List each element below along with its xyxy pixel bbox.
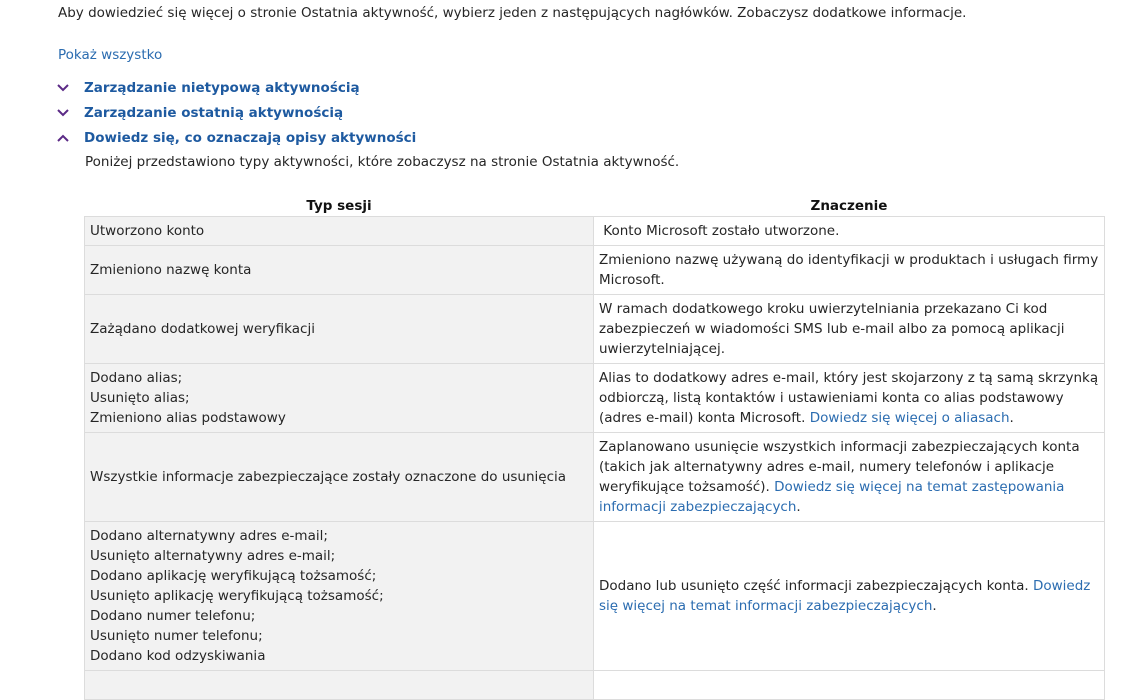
session-type-line: Wszystkie informacje zabezpieczające zostały oznaczone do usunięcia bbox=[90, 469, 567, 485]
table-row bbox=[85, 522, 1105, 671]
session-type-line: Dodano numer telefonu; bbox=[90, 608, 256, 624]
meaning-text: Alias to dodatkowy adres e-mail, który jest skojarzony z tą samą skrzynką odbiorczą, listą kontaktów i ustawieniami konta co alias podstawowy (adres e-mail) konta Microsoft. bbox=[599, 370, 1099, 426]
session-type-cell bbox=[85, 246, 594, 295]
session-type-line: Usunięto numer telefonu; bbox=[90, 628, 263, 644]
session-type-line: Zmieniono nazwę konta bbox=[90, 262, 252, 278]
table-header-row bbox=[85, 196, 1105, 217]
chevron-up-icon bbox=[56, 133, 84, 143]
table-row bbox=[85, 364, 1105, 433]
header-session-type: Typ sesji bbox=[306, 198, 372, 214]
table-row bbox=[85, 217, 1105, 246]
meaning-text: W ramach dodatkowego kroku uwierzytelniania przekazano Ci kod zabezpieczeń w wiadomości SMS lub e-mail albo za pomocą aplikacji uwierzytelniającej. bbox=[599, 301, 1065, 357]
session-type-cell bbox=[85, 295, 594, 364]
session-type-line: Utworzono konto bbox=[90, 223, 205, 239]
security-info-learn-more-link[interactable]: Dowiedz się więcej na temat informacji zabezpieczających bbox=[599, 578, 1091, 614]
accordion-label: Zarządzanie nietypową aktywnością bbox=[84, 80, 360, 96]
meaning-text: Zaplanowano usunięcie wszystkich informacji zabezpieczających konta (takich jak alternatywny adres e-mail, numery telefonów i aplikacje weryfikujące tożsamość). bbox=[599, 439, 1080, 495]
session-type-line: Usunięto aplikację weryfikującą tożsamość; bbox=[90, 588, 384, 604]
replace-security-info-link[interactable]: Dowiedz się więcej na temat zastępowania informacji zabezpieczających bbox=[599, 479, 1065, 515]
show-all-link[interactable]: Pokaż wszystko bbox=[58, 47, 163, 63]
activity-types-table bbox=[84, 196, 1105, 700]
chevron-down-icon bbox=[56, 83, 84, 93]
meaning-text: Konto Microsoft zostało utworzone. bbox=[599, 223, 840, 239]
session-type-line: Dodano alias; bbox=[90, 370, 183, 386]
table-row bbox=[85, 246, 1105, 295]
session-type-line: Dodano kod odzyskiwania bbox=[90, 648, 266, 664]
session-type-line: Dodano alternatywny adres e-mail; bbox=[90, 528, 328, 544]
chevron-down-icon bbox=[56, 108, 84, 118]
table-row bbox=[85, 295, 1105, 364]
session-type-line: Zmieniono alias podstawowy bbox=[90, 410, 286, 426]
table-row bbox=[85, 433, 1105, 522]
meaning-cell: Zaplanowano usunięcie wszystkich informacji zabezpieczających konta (takich jak alternatywny adres e-mail, numery telefonów i aplikacje weryfikujące tożsamość). Dowiedz się więcej na temat zastępowania informacji zabezpieczających. bbox=[594, 433, 1105, 522]
table-row bbox=[85, 671, 1105, 700]
aliases-learn-more-link[interactable]: Dowiedz się więcej o aliasach bbox=[809, 410, 1010, 426]
meaning-cell bbox=[594, 671, 1105, 700]
meaning-cell: Alias to dodatkowy adres e-mail, który jest skojarzony z tą samą skrzynką odbiorczą, listą kontaktów i ustawieniami konta co alias podstawowy (adres e-mail) konta Microsoft. Dowiedz się więcej o aliasach. bbox=[594, 364, 1105, 433]
accordion-activity-descriptions[interactable] bbox=[56, 128, 416, 148]
accordion-label: Dowiedz się, co oznaczają opisy aktywności bbox=[84, 130, 417, 146]
accordion-recent-activity[interactable] bbox=[56, 103, 343, 123]
accordion-unusual-activity[interactable] bbox=[56, 78, 360, 98]
meaning-cell bbox=[594, 217, 1105, 246]
session-type-cell bbox=[85, 364, 594, 433]
session-type-cell bbox=[85, 522, 594, 671]
meaning-text: Dodano lub usunięto część informacji zabezpieczających konta. bbox=[599, 578, 1033, 594]
session-type-line: Dodano aplikację weryfikującą tożsamość; bbox=[90, 568, 377, 584]
section-description: Poniżej przedstawiono typy aktywności, które zobaczysz na stronie Ostatnia aktywność. bbox=[85, 154, 680, 170]
intro-text: Aby dowiedzieć się więcej o stronie Ostatnia aktywność, wybierz jeden z następujących nagłówków. Zobaczysz dodatkowe informacje. bbox=[58, 5, 967, 21]
accordion-label: Zarządzanie ostatnią aktywnością bbox=[84, 105, 344, 121]
session-type-cell bbox=[85, 217, 594, 246]
session-type-line: Usunięto alias; bbox=[90, 390, 190, 406]
session-type-line: Usunięto alternatywny adres e-mail; bbox=[90, 548, 336, 564]
header-meaning: Znaczenie bbox=[810, 198, 888, 214]
session-type-cell bbox=[85, 671, 594, 700]
session-type-cell bbox=[85, 433, 594, 522]
meaning-text: Zmieniono nazwę używaną do identyfikacji w produktach i usługach firmy Microsoft. bbox=[599, 252, 1099, 288]
meaning-cell: Dodano lub usunięto część informacji zabezpieczających konta. Dowiedz się więcej na temat informacji zabezpieczających. bbox=[594, 522, 1105, 671]
meaning-cell bbox=[594, 246, 1105, 295]
session-type-line: Zażądano dodatkowej weryfikacji bbox=[90, 321, 315, 337]
meaning-cell bbox=[594, 295, 1105, 364]
